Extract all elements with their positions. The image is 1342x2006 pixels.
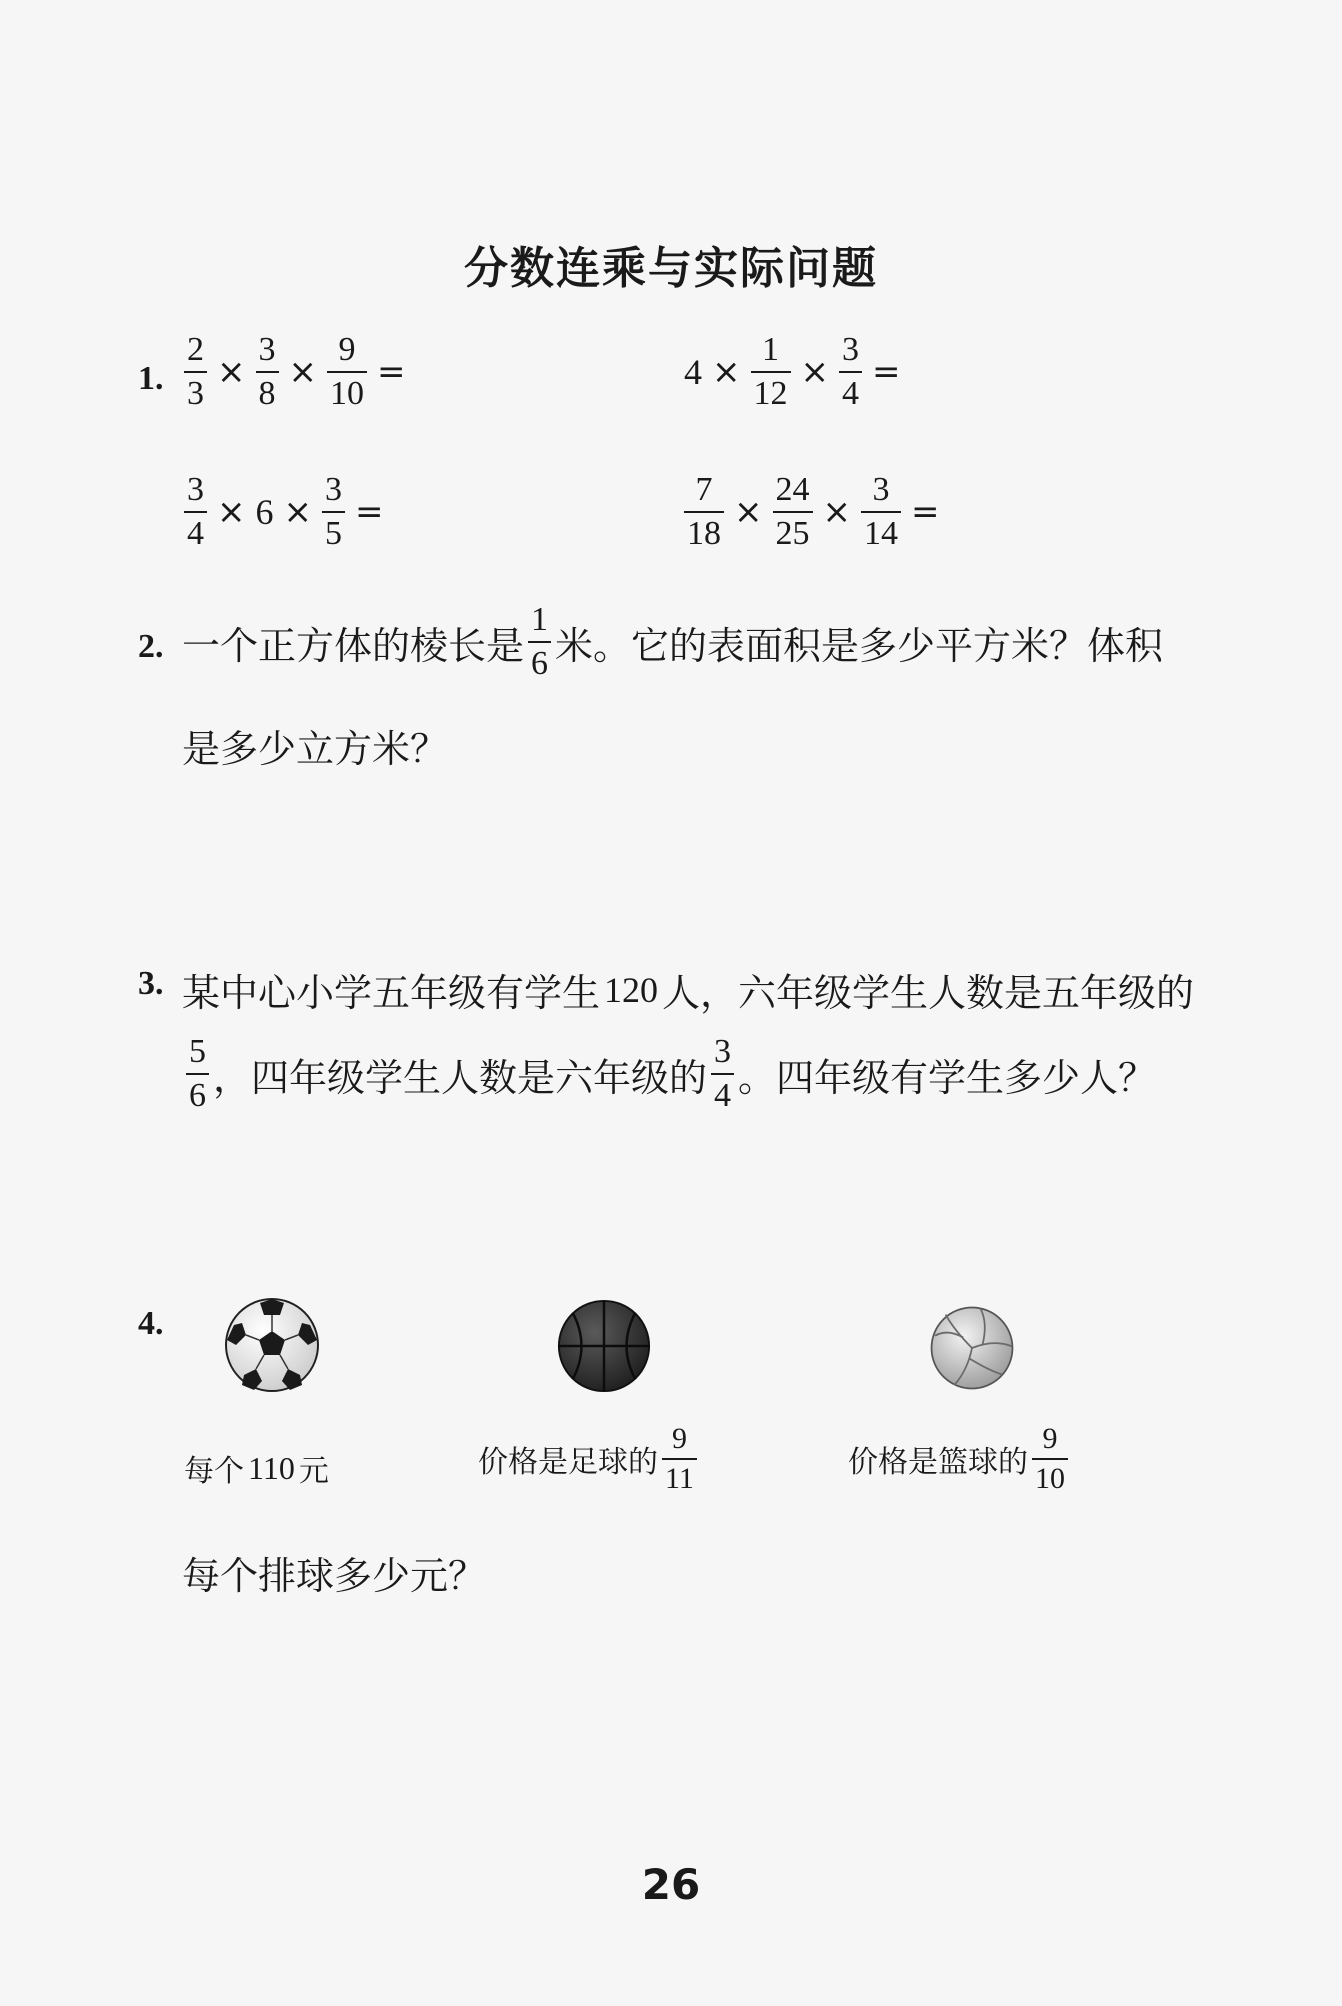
fraction: $\frac{3}{4}$ bbox=[184, 473, 207, 551]
fraction: $\frac{1}{6}$ bbox=[528, 603, 551, 681]
question-2-line-2: 是多少立方米？ bbox=[182, 727, 449, 771]
fraction: $\frac{3}{8}$ bbox=[256, 333, 279, 411]
fraction: $\frac{3}{5}$ bbox=[322, 473, 345, 551]
expression-3: $\frac{3}{4}$ × 6 × $\frac{3}{5}$ = bbox=[180, 473, 390, 551]
volleyball-icon bbox=[928, 1304, 1016, 1392]
page-number: 26 bbox=[641, 1860, 701, 1909]
fraction: $\frac{9}{11}$ bbox=[662, 1424, 697, 1494]
fraction: $\frac{2}{3}$ bbox=[184, 333, 207, 411]
volleyball-caption: 价格是篮球的 $\frac{9}{10}$ bbox=[848, 1424, 1072, 1494]
fraction: $\frac{9}{10}$ bbox=[1032, 1424, 1068, 1494]
fraction: $\frac{3}{4}$ bbox=[839, 333, 862, 411]
expression-4: $\frac{7}{18}$ × $\frac{24}{25}$ × $\frac{3}{14}$ = bbox=[680, 473, 946, 551]
question-4-number: 4. bbox=[138, 1305, 164, 1342]
fraction: $\frac{3}{14}$ bbox=[861, 473, 901, 551]
fraction: $\frac{1}{12}$ bbox=[751, 333, 791, 411]
soccer-ball-caption: 每个 110 元 bbox=[184, 1449, 329, 1489]
basketball-caption: 价格是足球的 $\frac{9}{11}$ bbox=[478, 1424, 701, 1494]
question-4-text: 每个排球多少元？ bbox=[182, 1554, 487, 1598]
page-title: 分数连乘与实际问题 bbox=[464, 243, 878, 294]
fraction: $\frac{7}{18}$ bbox=[684, 473, 724, 551]
fraction: $\frac{9}{10}$ bbox=[327, 333, 367, 411]
expression-2: 4 × $\frac{1}{12}$ × $\frac{3}{4}$ = bbox=[684, 331, 901, 412]
fraction: $\frac{3}{4}$ bbox=[711, 1035, 734, 1113]
expression-1: $\frac{2}{3}$ × $\frac{3}{8}$ × $\frac{9}{10}$ = bbox=[180, 333, 412, 411]
question-3-number: 3. bbox=[138, 965, 164, 1002]
question-2-number: 2. bbox=[138, 628, 164, 665]
question-3-line-1: 某中心小学五年级有学生 120 人，六年级学生人数是五年级的 bbox=[182, 969, 1195, 1015]
question-3-line-2: $\frac{5}{6}$ ，四年级学生人数是六年级的 $\frac{3}{4}$ 。四年级有学生多少人？ bbox=[182, 1035, 1156, 1113]
question-2-line-1: 一个正方体的棱长是 $\frac{1}{6}$ 米。它的表面积是多少平方米？体积 bbox=[182, 601, 1164, 682]
question-1-number: 1. bbox=[138, 360, 164, 397]
soccer-ball-icon bbox=[222, 1295, 322, 1395]
fraction: $\frac{24}{25}$ bbox=[773, 473, 813, 551]
basketball-icon bbox=[555, 1297, 653, 1395]
fraction: $\frac{5}{6}$ bbox=[186, 1035, 209, 1113]
